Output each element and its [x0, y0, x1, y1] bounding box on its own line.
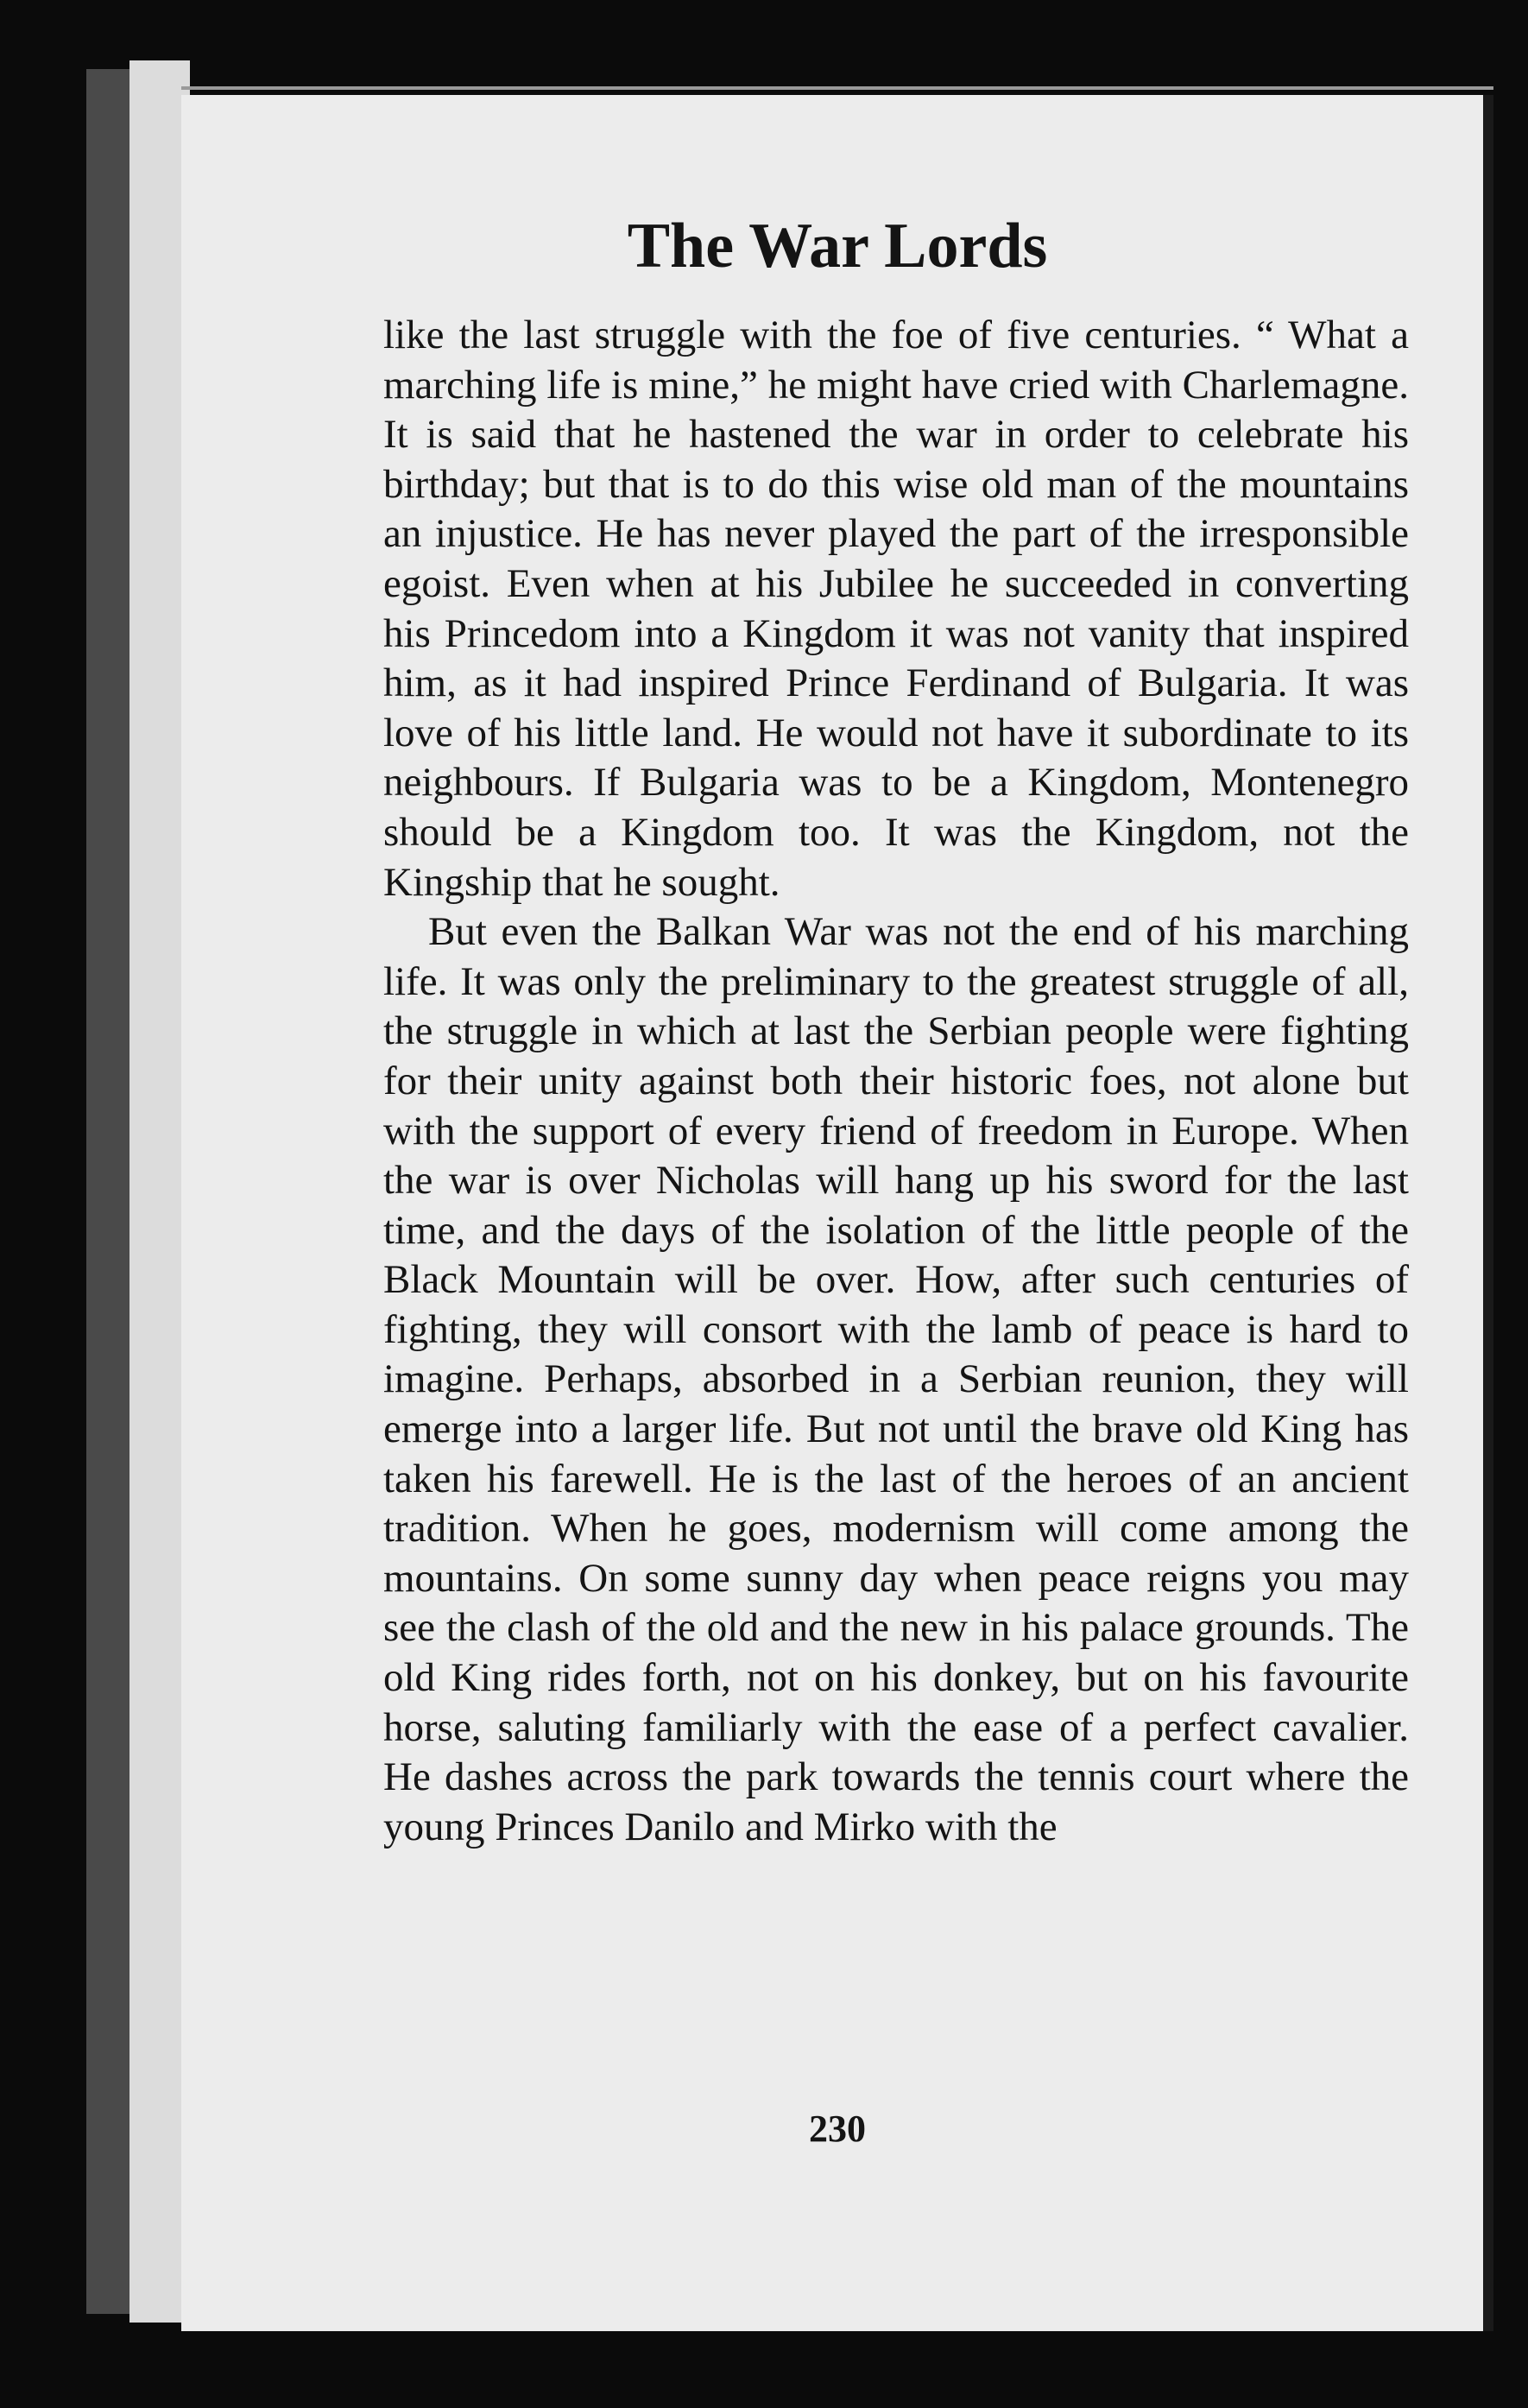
page-number: 230	[809, 2108, 866, 2150]
page-top-edge	[181, 86, 1493, 90]
running-head: The War Lords	[627, 211, 1048, 281]
body-text	[383, 311, 1409, 1852]
paragraph-2: But even the Balkan War was not the end of his marching life. It was only the preliminary to the greatest struggle of all, the struggle in which at last the Serbian people were fighting for their unity against both their historic foes, not alone but with the support of every friend of freedom in Europe. When the war is over Nicholas will hang up his sword for the last time, and the days of the isolation of the little people of the Black Mountain will be over. How, after such centuries of fighting, they will consort with the lamb of peace is hard to imagine. Perhaps, absorbed in a Serbian reunion, they will emerge into a larger life. But not until the brave old King has taken his farewell. He is the last of the heroes of an ancient tradition. When he goes, modernism will come among the mountains. On some sunny day when peace reigns you may see the clash of the old and the new in his palace grounds. The old King rides forth, not on his donkey, but on his favourite horse, saluting familiarly with the ease of a perfect cavalier. He dashes across the park towards the tennis court where the young Princes Danilo and Mirko with the	[383, 909, 1409, 1849]
page-right-edge	[1483, 95, 1493, 2331]
paragraph-1: like the last struggle with the foe of five centuries. “ What a marching life is mine,” he might have cried with Charlemagne. It is said that he hastened the war in order to celebrate his birthday; but that is to do this wise old man of the mountains an injustice. He has never played the part of the irresponsible egoist. Even when at his Jubilee he succeeded in converting his Princedom into a Kingdom it was not vanity that inspired him, as it had inspired Prince Ferdinand of Bulgaria. It was love of his little land. He would not have it subordinate to its neighbours. If Bulgaria was to be a Kingdom, Montenegro should be a Kingdom too. It was the Kingdom, not the Kingship that he sought.	[383, 313, 1409, 905]
